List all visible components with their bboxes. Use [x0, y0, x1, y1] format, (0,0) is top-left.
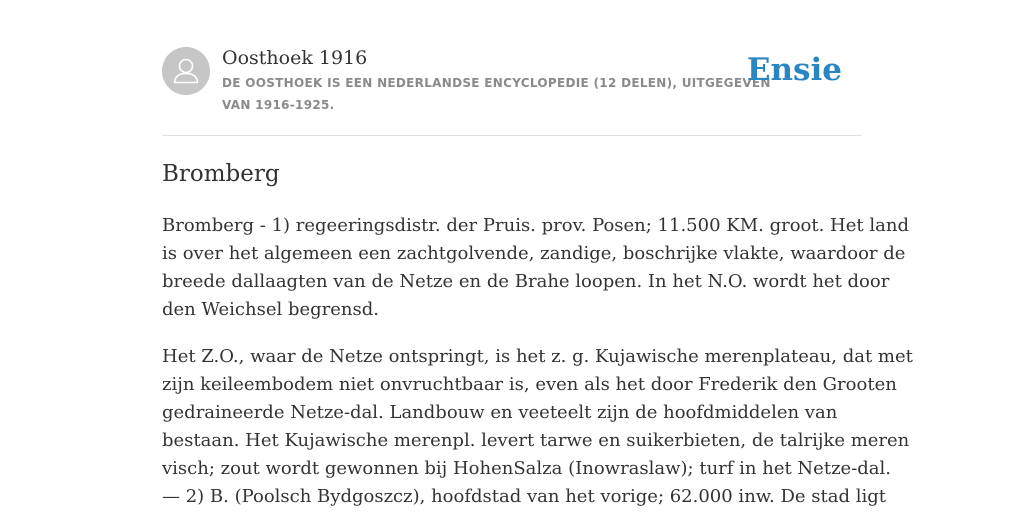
source-header — [162, 46, 862, 118]
source-title[interactable]: Oosthoek 1916 — [222, 47, 368, 69]
paragraph-line: zijn keileembodem niet onvruchtbaar is, even als het door Frederik den Grooten — [162, 374, 897, 395]
paragraph-line: den Weichsel begrensd. — [162, 299, 380, 320]
article-title: Bromberg — [162, 161, 280, 187]
source-description — [222, 72, 771, 116]
paragraph-line: gedraineerde Netze-dal. Landbouw en veeteelt zijn de hoofdmiddelen van — [162, 402, 838, 423]
source-description-line: DE OOSTHOEK IS EEN NEDERLANDSE ENCYCLOPEDIE (12 DELEN), UITGEGEVEN — [222, 76, 771, 90]
paragraph-line: Het Z.O., waar de Netze ontspringt, is het z. g. Kujawische merenplateau, dat met — [162, 346, 913, 367]
paragraph-line: visch; zout wordt gewonnen bij HohenSalza (Inowraslaw); turf in het Netze-dal. — [162, 458, 892, 479]
article-paragraph — [162, 212, 909, 324]
article-body — [162, 212, 913, 512]
ensie-logo[interactable]: Ensie — [746, 52, 842, 88]
paragraph-line: is over het algemeen een zachtgolvende, zandige, boschrijke vlakte, waardoor de — [162, 243, 906, 264]
user-avatar-icon[interactable] — [162, 47, 210, 95]
paragraph-line: Bromberg - 1) regeeringsdistr. der Pruis. prov. Posen; 11.500 KM. groot. Het land — [162, 215, 909, 236]
paragraph-line: bestaan. Het Kujawische merenpl. levert tarwe en suikerbieten, de talrijke meren — [162, 430, 910, 451]
paragraph-line: breede dallaagten van de Netze en de Brahe loopen. In het N.O. wordt het door — [162, 271, 890, 292]
paragraph-line: — 2) B. (Poolsch Bydgoszcz), hoofdstad van het vorige; 62.000 inw. De stad ligt — [162, 486, 887, 507]
header-divider — [162, 135, 862, 136]
source-description-line: VAN 1916-1925. — [222, 98, 335, 112]
article-paragraph — [162, 343, 913, 511]
